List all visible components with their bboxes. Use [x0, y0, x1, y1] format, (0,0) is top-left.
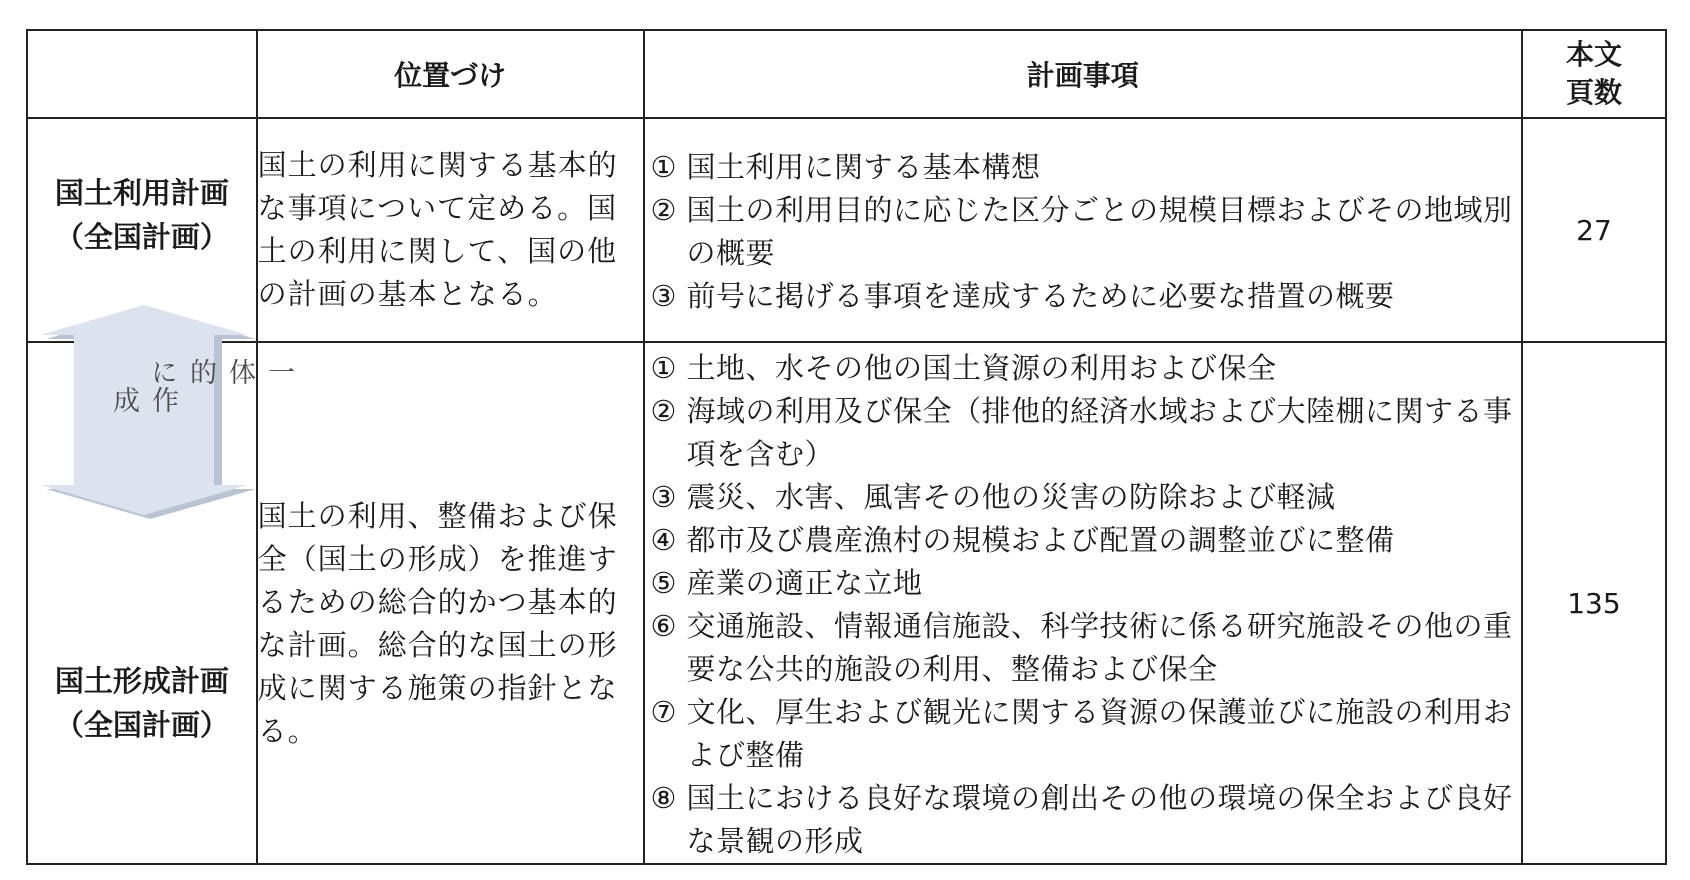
item-text: 海域の利用及び保全（排他的経済水域および大陸棚に関する事項を含む） [686, 394, 1513, 471]
header-pages-label: 本文頁数 [1565, 38, 1622, 109]
item-number: ③ [650, 480, 677, 514]
item-number: ② [650, 193, 677, 227]
item-text: 震災、水害、風害その他の災害の防除および軽減 [686, 480, 1336, 514]
item-number: ② [650, 394, 677, 428]
item-text: 国土の利用目的に応じた区分ごとの規模目標およびその地域別の概要 [686, 193, 1513, 270]
plan-items-list [645, 142, 1521, 318]
list-item [651, 476, 1515, 519]
item-text: 産業の適正な立地 [686, 566, 923, 600]
page-count: 27 [1522, 118, 1666, 342]
plan-scope: （全国計画） [54, 708, 229, 742]
list-item [651, 275, 1515, 318]
header-position: 位置づけ [257, 30, 644, 118]
item-text: 文化、厚生および観光に関する資源の保護並びに施設の利用および整備 [686, 695, 1513, 772]
item-text: 国土における良好な環境の創出その他の環境の保全および良好な景観の形成 [686, 781, 1513, 858]
item-number: ④ [650, 523, 677, 557]
table-row [27, 342, 1666, 864]
plan-name: 国土形成計画 [54, 664, 229, 698]
item-number: ① [650, 150, 677, 184]
item-text: 土地、水その他の国土資源の利用および保全 [686, 351, 1277, 385]
plan-scope: （全国計画） [54, 220, 229, 254]
arrow-label-create: 作成 [108, 386, 178, 415]
list-item [651, 189, 1515, 275]
list-item [651, 519, 1515, 562]
list-item [651, 347, 1515, 390]
item-text: 国土利用に関する基本構想 [686, 150, 1041, 184]
item-number: ③ [650, 279, 677, 313]
plan-position: 国土の利用、整備および保全（国土の形成）を推進するための総合的かつ基本的な計画。総合的な国土の形成に関する施策の指針となる。 [257, 342, 644, 864]
item-number: ① [650, 351, 677, 385]
list-item [651, 777, 1515, 863]
page-count: 135 [1522, 342, 1666, 864]
item-text: 交通施設、情報通信施設、科学技術に係る研究施設その他の重要な公共的施設の利用、整備および保全 [686, 609, 1513, 686]
plan-items-cell [644, 342, 1522, 864]
item-number: ⑦ [650, 695, 677, 729]
table-row [27, 118, 1666, 342]
plan-comparison-table [26, 29, 1667, 865]
item-text: 前号に掲げる事項を達成するために必要な措置の概要 [686, 279, 1395, 313]
header-pages [1522, 30, 1666, 118]
list-item [651, 691, 1515, 777]
item-number: ⑥ [650, 609, 677, 643]
list-item [651, 605, 1515, 691]
item-number: ⑤ [650, 566, 677, 600]
header-items: 計画事項 [644, 30, 1522, 118]
item-number: ⑧ [650, 781, 677, 815]
plan-position: 国土の利用に関する基本的な事項について定める。国土の利用に関して、国の他の計画の基本となる。 [257, 118, 644, 342]
header-blank-cell [27, 30, 257, 118]
list-item [651, 562, 1515, 605]
list-item [651, 390, 1515, 476]
plan-items-cell [644, 118, 1522, 342]
plan-items-list [645, 343, 1521, 863]
plan-name: 国土利用計画 [54, 176, 229, 210]
arrow-label-together: 一体的に [146, 358, 294, 387]
list-item [651, 146, 1515, 189]
item-text: 都市及び農産漁村の規模および配置の調整並びに整備 [686, 523, 1395, 557]
header-row [27, 30, 1666, 118]
